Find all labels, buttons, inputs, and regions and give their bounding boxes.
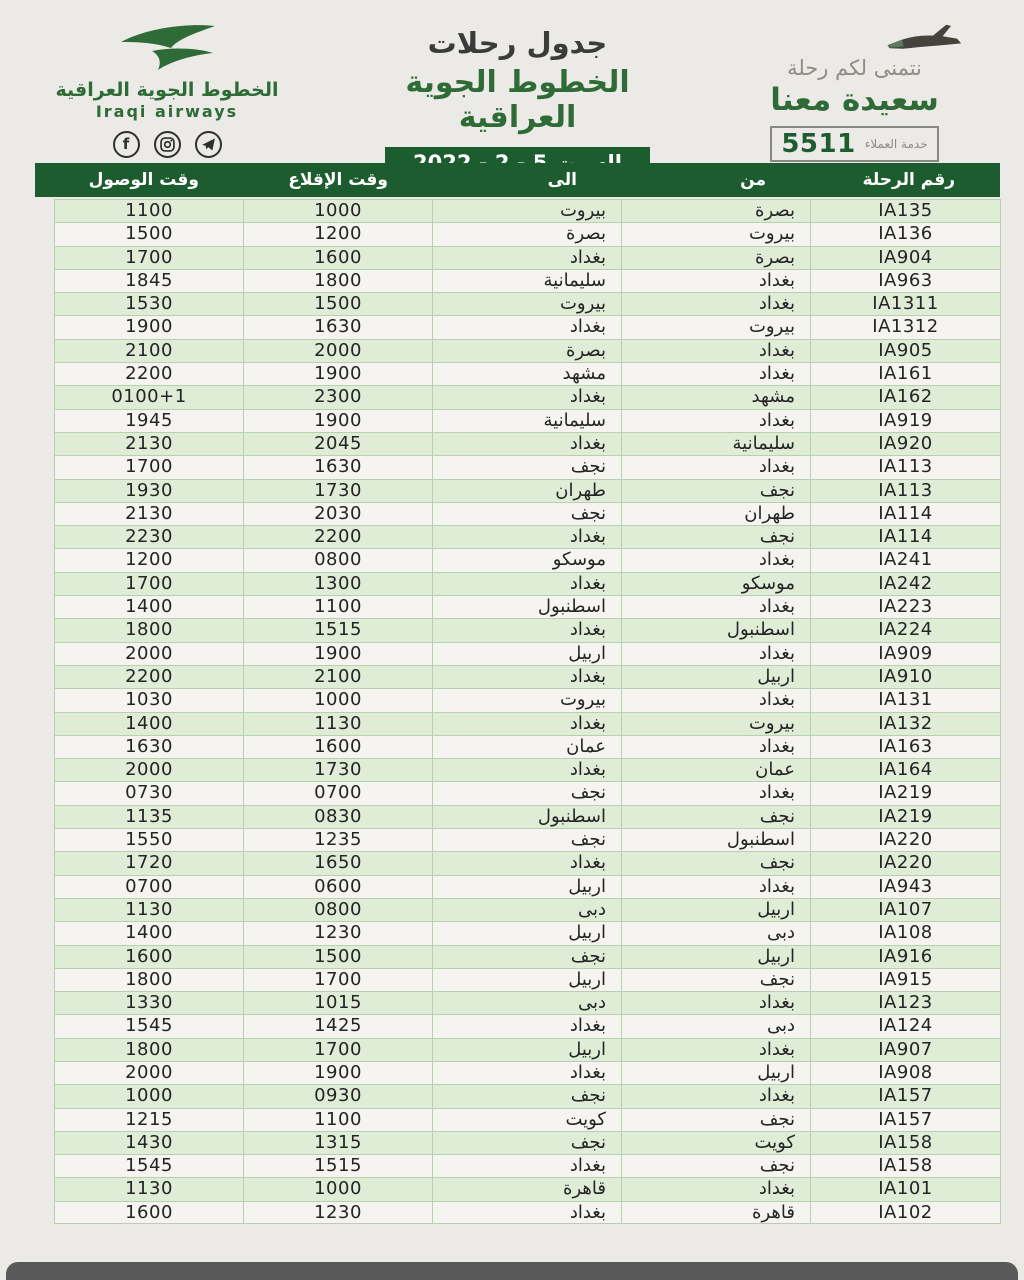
table-row bbox=[54, 1131, 1001, 1154]
airplane-icon bbox=[885, 20, 963, 62]
origin-cell: بغداد bbox=[622, 293, 811, 315]
origin-cell: بغداد bbox=[622, 736, 811, 758]
arrival-time-cell: 2230 bbox=[55, 526, 244, 548]
brand-name-english: Iraqi airways bbox=[95, 101, 239, 121]
footer-bar bbox=[6, 1262, 1018, 1280]
origin-cell: بيروت bbox=[622, 316, 811, 338]
arrival-time-cell: 1700 bbox=[55, 456, 244, 478]
table-row bbox=[54, 432, 1001, 455]
destination-cell: دبى bbox=[433, 992, 622, 1014]
origin-cell: كويت bbox=[622, 1132, 811, 1154]
table-row bbox=[54, 572, 1001, 595]
arrival-time-cell: 1545 bbox=[55, 1015, 244, 1037]
departure-time-cell: 0800 bbox=[244, 899, 433, 921]
destination-cell: بيروت bbox=[433, 293, 622, 315]
header-departure-time: وقت الإقلاع bbox=[288, 170, 388, 190]
flight-number-cell: IA904 bbox=[878, 246, 933, 268]
flight-number-cell: IA224 bbox=[878, 619, 933, 641]
table-row bbox=[54, 548, 1001, 571]
arrival-time-cell: 0730 bbox=[55, 782, 244, 804]
table-row bbox=[54, 502, 1001, 525]
telegram-icon[interactable] bbox=[195, 131, 222, 158]
flight-number-cell: IA101 bbox=[878, 1178, 933, 1200]
header-flight-number: رقم الرحلة bbox=[862, 170, 955, 190]
flight-number-cell: IA135 bbox=[878, 200, 933, 221]
departure-time-cell: 1630 bbox=[244, 456, 433, 478]
departure-time-cell: 1500 bbox=[244, 946, 433, 968]
arrival-time-cell: 2200 bbox=[55, 363, 244, 385]
table-row bbox=[54, 618, 1001, 641]
origin-cell: دبى bbox=[622, 922, 811, 944]
flight-number-cell: IA241 bbox=[878, 549, 933, 571]
arrival-time-cell: 1600 bbox=[55, 946, 244, 968]
arrival-time-cell: 1330 bbox=[55, 992, 244, 1014]
destination-cell: سليمانية bbox=[433, 270, 622, 292]
flight-number-cell: IA910 bbox=[878, 665, 933, 687]
destination-cell: مشهد bbox=[433, 363, 622, 385]
table-row bbox=[54, 385, 1001, 408]
arrival-time-cell: 1135 bbox=[55, 806, 244, 828]
table-row bbox=[54, 665, 1001, 688]
arrival-time-cell: 2130 bbox=[55, 433, 244, 455]
table-row bbox=[54, 758, 1001, 781]
arrival-time-cell: 0100+1 bbox=[55, 386, 244, 408]
origin-cell: بغداد bbox=[622, 410, 811, 432]
flight-number-cell: IA163 bbox=[878, 735, 933, 757]
arrival-time-cell: 1630 bbox=[55, 736, 244, 758]
flight-number-cell: IA220 bbox=[878, 852, 933, 874]
flight-number-cell: IA909 bbox=[878, 642, 933, 664]
flight-number-cell: IA158 bbox=[878, 1131, 933, 1153]
departure-time-cell: 1500 bbox=[244, 293, 433, 315]
arrival-time-cell: 1700 bbox=[55, 573, 244, 595]
destination-cell: بغداد bbox=[433, 316, 622, 338]
destination-cell: بغداد bbox=[433, 1155, 622, 1177]
flight-number-cell: IA1311 bbox=[872, 293, 939, 315]
departure-time-cell: 0830 bbox=[244, 806, 433, 828]
brand-name-arabic: الخطوط الجوية العراقية bbox=[55, 79, 279, 101]
arrival-time-cell: 2200 bbox=[55, 666, 244, 688]
destination-cell: نجف bbox=[433, 503, 622, 525]
flight-number-cell: IA114 bbox=[878, 502, 933, 524]
departure-time-cell: 1730 bbox=[244, 480, 433, 502]
arrival-time-cell: 2000 bbox=[55, 1062, 244, 1084]
origin-cell: اربيل bbox=[622, 666, 811, 688]
departure-time-cell: 1730 bbox=[244, 759, 433, 781]
destination-cell: اربيل bbox=[433, 876, 622, 898]
table-row bbox=[54, 1108, 1001, 1131]
flight-number-cell: IA242 bbox=[878, 572, 933, 594]
departure-time-cell: 1000 bbox=[244, 689, 433, 711]
destination-cell: موسكو bbox=[433, 549, 622, 571]
origin-cell: اربيل bbox=[622, 946, 811, 968]
flight-number-cell: IA114 bbox=[878, 526, 933, 548]
table-row bbox=[54, 339, 1001, 362]
flight-number-cell: IA108 bbox=[878, 922, 933, 944]
departure-time-cell: 2000 bbox=[244, 340, 433, 362]
arrival-time-cell: 1500 bbox=[55, 223, 244, 245]
destination-cell: بغداد bbox=[433, 1062, 622, 1084]
greeting-line2: سعيدة معنا bbox=[770, 82, 939, 118]
arrival-time-cell: 1900 bbox=[55, 316, 244, 338]
customer-service-label: خدمة العملاء bbox=[864, 137, 928, 151]
table-row bbox=[54, 1154, 1001, 1177]
arrival-time-cell: 1930 bbox=[55, 480, 244, 502]
arrival-time-cell: 1100 bbox=[55, 200, 244, 222]
flight-number-cell: IA920 bbox=[878, 432, 933, 454]
departure-time-cell: 2100 bbox=[244, 666, 433, 688]
table-row bbox=[54, 315, 1001, 338]
table-row bbox=[54, 642, 1001, 665]
origin-cell: بغداد bbox=[622, 270, 811, 292]
flight-number-cell: IA162 bbox=[878, 386, 933, 408]
destination-cell: نجف bbox=[433, 946, 622, 968]
departure-time-cell: 1650 bbox=[244, 852, 433, 874]
table-row bbox=[54, 199, 1001, 222]
origin-cell: بغداد bbox=[622, 876, 811, 898]
table-row bbox=[54, 781, 1001, 804]
header-origin: من bbox=[740, 170, 766, 190]
departure-time-cell: 0930 bbox=[244, 1085, 433, 1107]
origin-cell: بغداد bbox=[622, 549, 811, 571]
departure-time-cell: 1630 bbox=[244, 316, 433, 338]
arrival-time-cell: 1945 bbox=[55, 410, 244, 432]
departure-time-cell: 1700 bbox=[244, 969, 433, 991]
departure-time-cell: 1000 bbox=[244, 200, 433, 222]
departure-time-cell: 1100 bbox=[244, 596, 433, 618]
greeting-line1: نتمنى لكم رحلة bbox=[787, 56, 922, 80]
departure-time-cell: 1515 bbox=[244, 619, 433, 641]
destination-cell: بغداد bbox=[433, 526, 622, 548]
destination-cell: بغداد bbox=[433, 619, 622, 641]
departure-time-cell: 1600 bbox=[244, 247, 433, 269]
origin-cell: بغداد bbox=[622, 596, 811, 618]
origin-cell: بغداد bbox=[622, 340, 811, 362]
table-row bbox=[54, 805, 1001, 828]
page-title-line1: جدول رحلات bbox=[427, 26, 608, 60]
destination-cell: بغداد bbox=[433, 573, 622, 595]
brand-block bbox=[48, 12, 286, 158]
origin-cell: اربيل bbox=[622, 899, 811, 921]
origin-cell: بيروت bbox=[622, 713, 811, 735]
flight-number-cell: IA107 bbox=[878, 898, 933, 920]
arrival-time-cell: 1530 bbox=[55, 293, 244, 315]
table-row bbox=[54, 1014, 1001, 1037]
origin-cell: بغداد bbox=[622, 992, 811, 1014]
table-row bbox=[54, 1201, 1001, 1224]
arrival-time-cell: 1400 bbox=[55, 713, 244, 735]
arrival-time-cell: 1800 bbox=[55, 969, 244, 991]
origin-cell: نجف bbox=[622, 852, 811, 874]
arrival-time-cell: 2100 bbox=[55, 340, 244, 362]
destination-cell: بغداد bbox=[433, 852, 622, 874]
flight-number-cell: IA131 bbox=[878, 689, 933, 711]
destination-cell: نجف bbox=[433, 456, 622, 478]
table-row bbox=[54, 851, 1001, 874]
arrival-time-cell: 0700 bbox=[55, 876, 244, 898]
origin-cell: بغداد bbox=[622, 1085, 811, 1107]
table-row bbox=[54, 362, 1001, 385]
departure-time-cell: 1900 bbox=[244, 1062, 433, 1084]
table-row bbox=[54, 222, 1001, 245]
customer-service-number: 5511 bbox=[781, 129, 856, 159]
departure-time-cell: 1900 bbox=[244, 410, 433, 432]
departure-time-cell: 1000 bbox=[244, 1178, 433, 1200]
arrival-time-cell: 1400 bbox=[55, 922, 244, 944]
origin-cell: نجف bbox=[622, 1109, 811, 1131]
destination-cell: بيروت bbox=[433, 689, 622, 711]
departure-time-cell: 1015 bbox=[244, 992, 433, 1014]
flight-number-cell: IA943 bbox=[878, 875, 933, 897]
destination-cell: نجف bbox=[433, 782, 622, 804]
departure-time-cell: 2030 bbox=[244, 503, 433, 525]
departure-time-cell: 0700 bbox=[244, 782, 433, 804]
flight-number-cell: IA219 bbox=[878, 805, 933, 827]
departure-time-cell: 1900 bbox=[244, 363, 433, 385]
arrival-time-cell: 1700 bbox=[55, 247, 244, 269]
arrival-time-cell: 1400 bbox=[55, 596, 244, 618]
departure-time-cell: 1230 bbox=[244, 1202, 433, 1223]
table-row bbox=[54, 991, 1001, 1014]
arrival-time-cell: 1720 bbox=[55, 852, 244, 874]
origin-cell: بيروت bbox=[622, 223, 811, 245]
destination-cell: بغداد bbox=[433, 1015, 622, 1037]
arrival-time-cell: 2000 bbox=[55, 643, 244, 665]
destination-cell: اربيل bbox=[433, 643, 622, 665]
destination-cell: بغداد bbox=[433, 1202, 622, 1223]
origin-cell: مشهد bbox=[622, 386, 811, 408]
departure-time-cell: 1600 bbox=[244, 736, 433, 758]
header-arrival-time: وقت الوصول bbox=[88, 170, 199, 190]
departure-time-cell: 1230 bbox=[244, 922, 433, 944]
departure-time-cell: 1700 bbox=[244, 1039, 433, 1061]
table-row bbox=[54, 269, 1001, 292]
arrival-time-cell: 1130 bbox=[55, 899, 244, 921]
flight-table-body bbox=[54, 199, 1001, 1224]
destination-cell: بصرة bbox=[433, 340, 622, 362]
table-row bbox=[54, 921, 1001, 944]
departure-time-cell: 1315 bbox=[244, 1132, 433, 1154]
destination-cell: نجف bbox=[433, 1085, 622, 1107]
origin-cell: نجف bbox=[622, 806, 811, 828]
departure-time-cell: 1900 bbox=[244, 643, 433, 665]
flight-number-cell: IA223 bbox=[878, 596, 933, 618]
destination-cell: بغداد bbox=[433, 247, 622, 269]
arrival-time-cell: 1030 bbox=[55, 689, 244, 711]
departure-time-cell: 0600 bbox=[244, 876, 433, 898]
origin-cell: سليمانية bbox=[622, 433, 811, 455]
table-row bbox=[54, 1084, 1001, 1107]
destination-cell: بغداد bbox=[433, 433, 622, 455]
instagram-icon[interactable] bbox=[154, 131, 181, 158]
origin-cell: بغداد bbox=[622, 1178, 811, 1200]
arrival-time-cell: 1550 bbox=[55, 829, 244, 851]
origin-cell: موسكو bbox=[622, 573, 811, 595]
flight-number-cell: IA113 bbox=[878, 456, 933, 478]
destination-cell: دبى bbox=[433, 899, 622, 921]
departure-time-cell: 1515 bbox=[244, 1155, 433, 1177]
flight-number-cell: IA113 bbox=[878, 479, 933, 501]
table-row bbox=[54, 898, 1001, 921]
flight-number-cell: IA123 bbox=[878, 992, 933, 1014]
origin-cell: اسطنبول bbox=[622, 619, 811, 641]
destination-cell: عمان bbox=[433, 736, 622, 758]
table-row bbox=[54, 828, 1001, 851]
arrival-time-cell: 1600 bbox=[55, 1202, 244, 1223]
table-row bbox=[54, 735, 1001, 758]
destination-cell: سليمانية bbox=[433, 410, 622, 432]
destination-cell: نجف bbox=[433, 1132, 622, 1154]
origin-cell: نجف bbox=[622, 526, 811, 548]
airline-logo-bird-icon bbox=[117, 22, 217, 74]
origin-cell: بغداد bbox=[622, 363, 811, 385]
flight-number-cell: IA157 bbox=[878, 1085, 933, 1107]
flight-number-cell: IA905 bbox=[878, 339, 933, 361]
departure-time-cell: 0800 bbox=[244, 549, 433, 571]
origin-cell: اسطنبول bbox=[622, 829, 811, 851]
arrival-time-cell: 1130 bbox=[55, 1178, 244, 1200]
destination-cell: اسطنبول bbox=[433, 806, 622, 828]
header-destination: الى bbox=[547, 170, 577, 190]
destination-cell: اسطنبول bbox=[433, 596, 622, 618]
flight-number-cell: IA919 bbox=[878, 409, 933, 431]
destination-cell: طهران bbox=[433, 480, 622, 502]
origin-cell: اربيل bbox=[622, 1062, 811, 1084]
flight-number-cell: IA219 bbox=[878, 782, 933, 804]
origin-cell: عمان bbox=[622, 759, 811, 781]
flight-number-cell: IA132 bbox=[878, 712, 933, 734]
flight-number-cell: IA220 bbox=[878, 829, 933, 851]
arrival-time-cell: 2130 bbox=[55, 503, 244, 525]
origin-cell: بغداد bbox=[622, 456, 811, 478]
arrival-time-cell: 2000 bbox=[55, 759, 244, 781]
table-header-row bbox=[35, 163, 1000, 197]
facebook-icon[interactable]: f bbox=[113, 131, 140, 158]
flight-number-cell: IA158 bbox=[878, 1155, 933, 1177]
destination-cell: بغداد bbox=[433, 713, 622, 735]
destination-cell: بصرة bbox=[433, 223, 622, 245]
departure-time-cell: 1800 bbox=[244, 270, 433, 292]
origin-cell: نجف bbox=[622, 969, 811, 991]
flight-number-cell: IA164 bbox=[878, 759, 933, 781]
flight-number-cell: IA908 bbox=[878, 1061, 933, 1083]
origin-cell: نجف bbox=[622, 1155, 811, 1177]
flight-number-cell: IA1312 bbox=[872, 316, 939, 338]
flight-number-cell: IA916 bbox=[878, 945, 933, 967]
departure-time-cell: 1235 bbox=[244, 829, 433, 851]
origin-cell: طهران bbox=[622, 503, 811, 525]
table-row bbox=[54, 292, 1001, 315]
destination-cell: اربيل bbox=[433, 922, 622, 944]
origin-cell: بغداد bbox=[622, 1039, 811, 1061]
table-row bbox=[54, 525, 1001, 548]
origin-cell: قاهرة bbox=[622, 1202, 811, 1223]
table-row bbox=[54, 712, 1001, 735]
destination-cell: اربيل bbox=[433, 969, 622, 991]
origin-cell: بغداد bbox=[622, 689, 811, 711]
table-row bbox=[54, 945, 1001, 968]
departure-time-cell: 1130 bbox=[244, 713, 433, 735]
title-block bbox=[360, 26, 675, 179]
flight-number-cell: IA157 bbox=[878, 1108, 933, 1130]
social-icons-row bbox=[48, 131, 286, 158]
destination-cell: قاهرة bbox=[433, 1178, 622, 1200]
flight-number-cell: IA907 bbox=[878, 1038, 933, 1060]
departure-time-cell: 1100 bbox=[244, 1109, 433, 1131]
departure-time-cell: 1425 bbox=[244, 1015, 433, 1037]
table-row bbox=[54, 246, 1001, 269]
destination-cell: كويت bbox=[433, 1109, 622, 1131]
arrival-time-cell: 1200 bbox=[55, 549, 244, 571]
origin-cell: بصرة bbox=[622, 247, 811, 269]
destination-cell: بغداد bbox=[433, 666, 622, 688]
origin-cell: بغداد bbox=[622, 782, 811, 804]
flight-number-cell: IA124 bbox=[878, 1015, 933, 1037]
table-row bbox=[54, 479, 1001, 502]
table-row bbox=[54, 1061, 1001, 1084]
arrival-time-cell: 1430 bbox=[55, 1132, 244, 1154]
departure-time-cell: 2045 bbox=[244, 433, 433, 455]
origin-cell: بصرة bbox=[622, 200, 811, 222]
page-title-line2: الخطوط الجوية العراقية bbox=[405, 65, 630, 135]
departure-time-cell: 2300 bbox=[244, 386, 433, 408]
table-row bbox=[54, 688, 1001, 711]
flight-number-cell: IA963 bbox=[878, 269, 933, 291]
arrival-time-cell: 1215 bbox=[55, 1109, 244, 1131]
origin-cell: نجف bbox=[622, 480, 811, 502]
greeting-block bbox=[742, 14, 967, 162]
departure-time-cell: 2200 bbox=[244, 526, 433, 548]
flight-number-cell: IA915 bbox=[878, 968, 933, 990]
flight-number-cell: IA102 bbox=[878, 1201, 933, 1223]
arrival-time-cell: 1800 bbox=[55, 1039, 244, 1061]
table-row bbox=[54, 968, 1001, 991]
destination-cell: نجف bbox=[433, 829, 622, 851]
destination-cell: بغداد bbox=[433, 759, 622, 781]
destination-cell: بغداد bbox=[433, 386, 622, 408]
table-row bbox=[54, 595, 1001, 618]
table-row bbox=[54, 409, 1001, 432]
origin-cell: دبى bbox=[622, 1015, 811, 1037]
origin-cell: بغداد bbox=[622, 643, 811, 665]
destination-cell: بيروت bbox=[433, 200, 622, 222]
arrival-time-cell: 1800 bbox=[55, 619, 244, 641]
table-row bbox=[54, 1038, 1001, 1061]
flight-number-cell: IA161 bbox=[878, 363, 933, 385]
departure-time-cell: 1200 bbox=[244, 223, 433, 245]
arrival-time-cell: 1000 bbox=[55, 1085, 244, 1107]
arrival-time-cell: 1545 bbox=[55, 1155, 244, 1177]
customer-service-box bbox=[770, 126, 938, 162]
departure-time-cell: 1300 bbox=[244, 573, 433, 595]
table-row bbox=[54, 1177, 1001, 1200]
table-row bbox=[54, 455, 1001, 478]
flight-number-cell: IA136 bbox=[878, 223, 933, 245]
destination-cell: اربيل bbox=[433, 1039, 622, 1061]
table-row bbox=[54, 875, 1001, 898]
arrival-time-cell: 1845 bbox=[55, 270, 244, 292]
